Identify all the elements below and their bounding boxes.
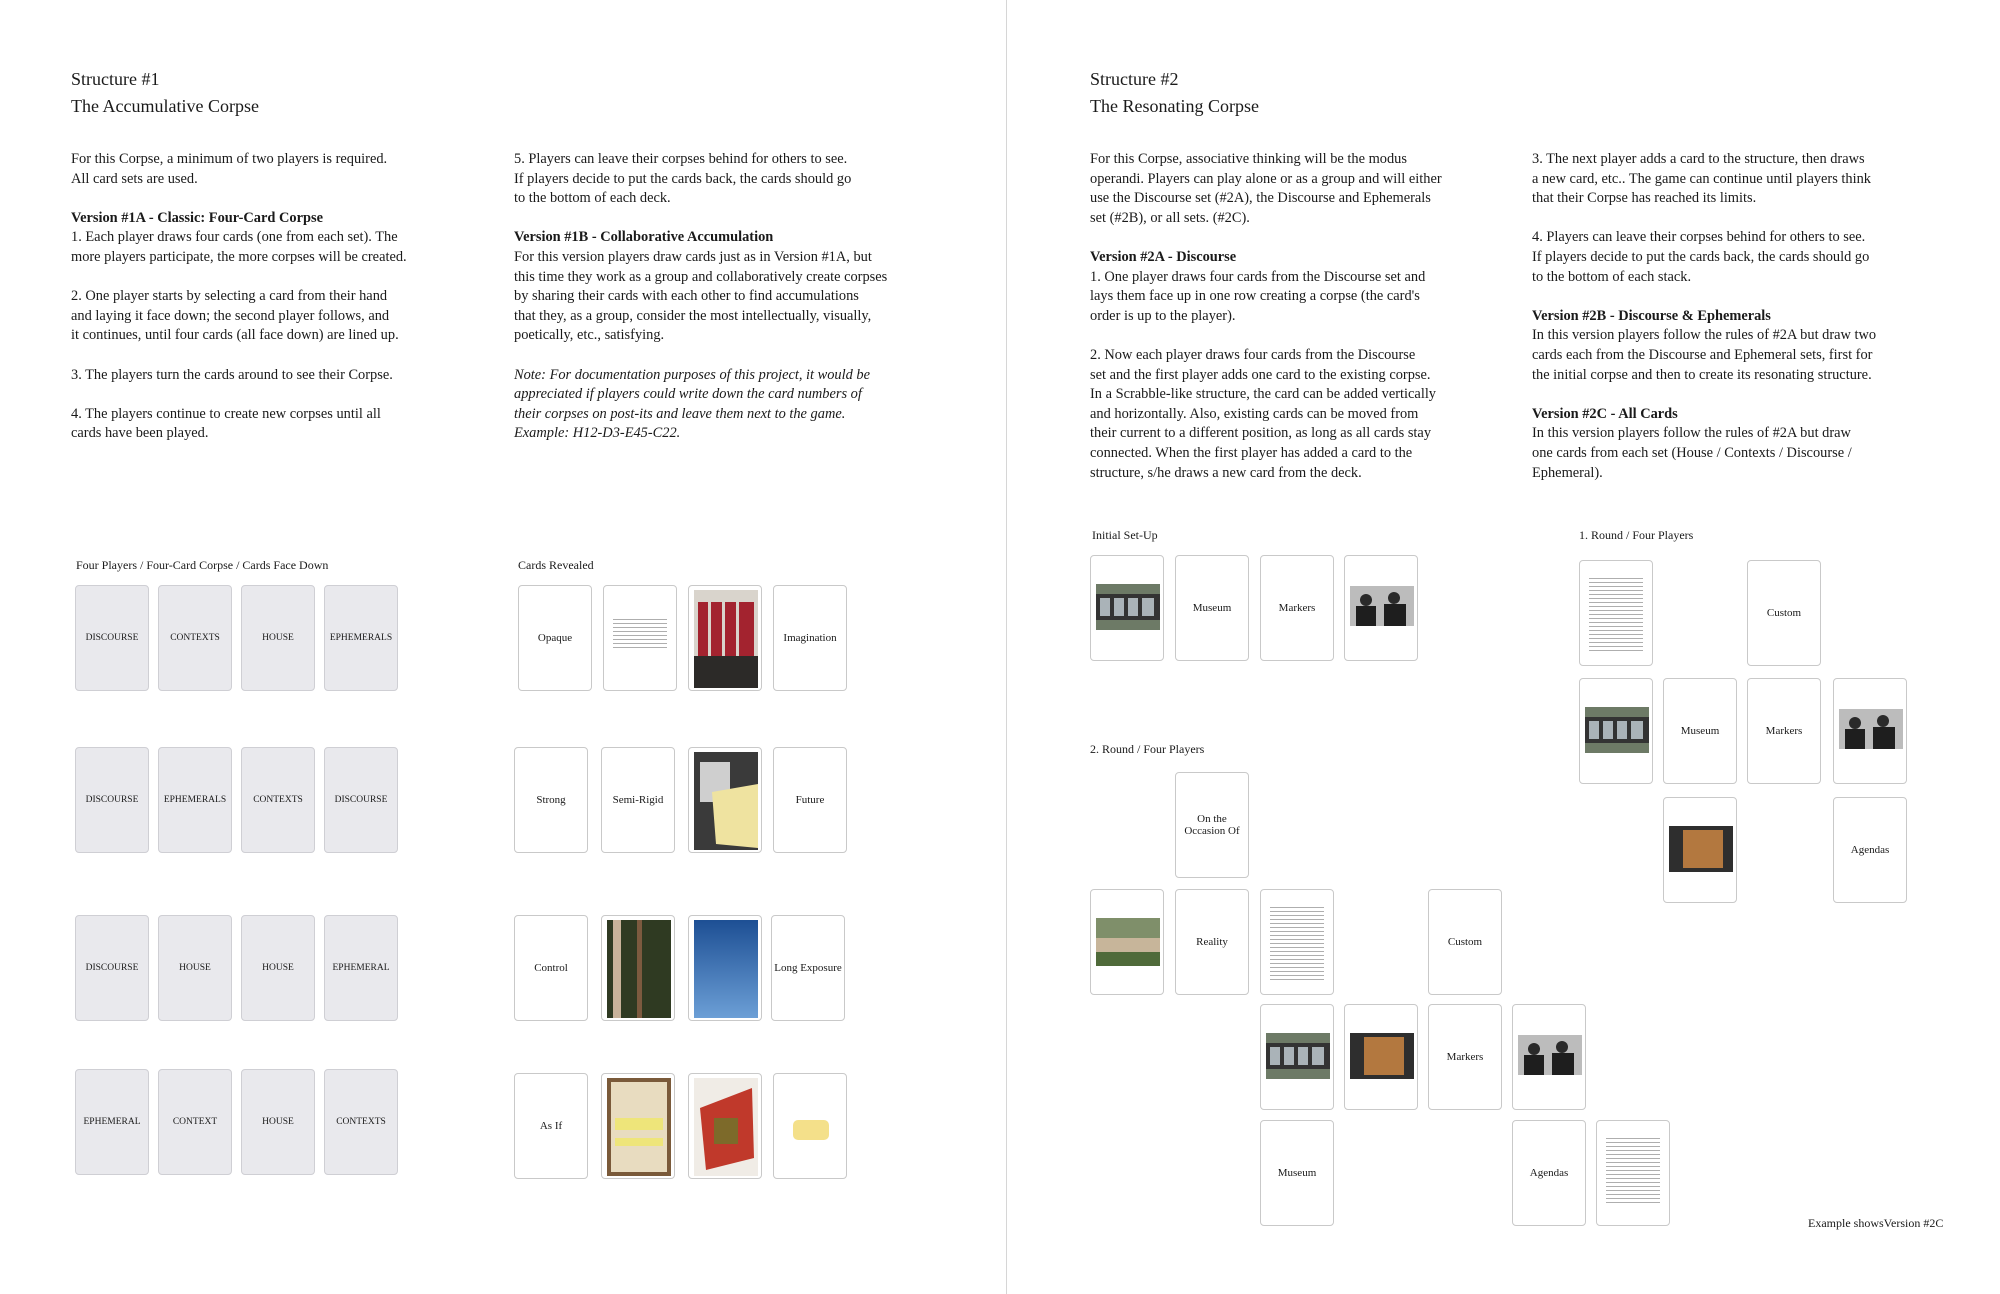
wood-wall-photo <box>1669 826 1733 872</box>
text-line: to the bottom of each stack. <box>1532 268 1692 285</box>
text-line: to the bottom of each deck. <box>514 190 671 207</box>
text-line: connected. When the first player has added a card to the <box>1090 444 1413 461</box>
structure-title: The Accumulative Corpse <box>71 96 259 116</box>
paragraph <box>1532 307 1952 385</box>
card-photo-house-exterior[interactable] <box>1090 889 1164 995</box>
face-down-card[interactable] <box>241 915 315 1021</box>
archival-photo <box>1350 586 1414 626</box>
text-line: 1. Each player draws four cards (one from each set). The <box>71 229 398 246</box>
text-line: Example: H12-D3-E45-C22. <box>514 425 681 442</box>
text-line: 3. The players turn the cards around to see their Corpse. <box>71 366 393 383</box>
card-markers[interactable] <box>1747 678 1821 784</box>
card-photo-wood-wall[interactable] <box>1344 1004 1418 1110</box>
card-museum[interactable] <box>1175 555 1249 661</box>
structure-number: Structure #2 <box>1090 69 1179 89</box>
paragraph <box>1090 248 1490 326</box>
paragraph <box>1532 150 1952 209</box>
face-down-card[interactable] <box>324 585 398 691</box>
card-photo-book[interactable] <box>688 747 762 853</box>
card-photo-red-object[interactable] <box>688 1073 762 1179</box>
card-label: Semi-Rigid <box>612 794 664 806</box>
face-down-card[interactable] <box>241 747 315 853</box>
card-label: Reality <box>1196 936 1228 948</box>
card-photo-building[interactable] <box>1090 555 1164 661</box>
card-photo-sky[interactable] <box>688 915 762 1021</box>
card-agendas[interactable] <box>1833 797 1907 903</box>
card-photo-page[interactable] <box>601 1073 675 1179</box>
card-set-label: DISCOURSE <box>85 963 139 973</box>
left-text-column-2 <box>514 150 954 464</box>
face-down-card[interactable] <box>241 585 315 691</box>
text-line: that they, as a group, consider the most intellectually, visually, <box>514 307 872 324</box>
text-line: more players participate, the more corpses will be created. <box>71 248 407 265</box>
structure-2-header <box>1090 66 1259 120</box>
card-photo-archival[interactable] <box>1512 1004 1586 1110</box>
face-down-card[interactable] <box>75 747 149 853</box>
card-set-label: CONTEXTS <box>253 795 303 805</box>
card-label: Markers <box>1278 602 1316 614</box>
text-line: If players decide to put the cards back, the cards should go <box>514 170 852 187</box>
card-label: Markers <box>1446 1051 1484 1063</box>
archival-photo <box>1518 1035 1582 1075</box>
card-set-label: DISCOURSE <box>85 633 139 643</box>
card-set-label: CONTEXTS <box>170 633 220 643</box>
card-label: Agendas <box>1529 1167 1569 1179</box>
paragraph <box>71 405 471 444</box>
text-line: In this version players follow the rules of #2A but draw two <box>1532 327 1877 344</box>
text-line: lays them face up in one row creating a corpse (the card's <box>1090 288 1420 305</box>
caption-round-2: 2. Round / Four Players <box>1090 742 1205 756</box>
text-line: poetically, etc., satisfying. <box>514 327 665 344</box>
text-line: 2. Now each player draws four cards from the Discourse <box>1090 346 1416 363</box>
text-line: 5. Players can leave their corpses behind for others to see. <box>514 151 848 167</box>
text-line: appreciated if players could write down the card numbers of <box>514 386 862 403</box>
trees-photo <box>607 920 671 1018</box>
text-line: 1. One player draws four cards from the Discourse set and <box>1090 268 1426 285</box>
right-text-column-2 <box>1532 150 1952 503</box>
text-line: cards have been played. <box>71 425 209 442</box>
card-photo-archival[interactable] <box>1344 555 1418 661</box>
text-line: set and the first player adds one card to the existing corpse. <box>1090 366 1431 383</box>
book-photo <box>694 752 758 850</box>
face-down-card[interactable] <box>75 585 149 691</box>
text-excerpt-image <box>1606 1135 1660 1203</box>
text-line: the initial corpse and then to create its resonating structure. <box>1532 366 1872 383</box>
card-text-highlighted[interactable] <box>1579 560 1653 666</box>
text-line: Ephemeral). <box>1532 464 1603 481</box>
text-line: In this version players follow the rules of #2A but draw <box>1532 425 1851 442</box>
card-text-excerpt[interactable] <box>1596 1120 1670 1226</box>
card-museum[interactable] <box>1663 678 1737 784</box>
version-heading: Version #2B - Discourse & Ephemerals <box>1532 307 1771 324</box>
card-photo-wood-wall[interactable] <box>1663 797 1737 903</box>
card-strong[interactable] <box>514 747 588 853</box>
text-line: 3. The next player adds a card to the structure, then draws <box>1532 151 1865 167</box>
paragraph <box>71 209 471 268</box>
card-semi-rigid[interactable] <box>601 747 675 853</box>
face-down-card[interactable] <box>241 1069 315 1175</box>
text-line: and horizontally. Also, existing cards can be moved from <box>1090 405 1419 422</box>
highlighted-text-image <box>1270 904 1324 980</box>
text-line: and laying it face down; the second player follows, and <box>71 307 390 324</box>
face-down-card[interactable] <box>158 747 232 853</box>
left-text-column-1 <box>71 150 471 464</box>
page-gutter <box>1006 0 1007 1294</box>
structure-1-header <box>71 66 259 120</box>
archival-photo <box>1839 709 1903 749</box>
text-line: set (#2B), or all sets. (#2C). <box>1090 209 1250 226</box>
structure-number: Structure #1 <box>71 69 160 89</box>
interior-photo <box>694 590 758 688</box>
caption-face-down: Four Players / Four-Card Corpse / Cards Face Down <box>76 558 329 572</box>
house-exterior-photo <box>1096 918 1160 966</box>
card-photo-trees[interactable] <box>601 915 675 1021</box>
text-line: use the Discourse set (#2A), the Discourse and Ephemerals <box>1090 190 1431 207</box>
face-down-card[interactable] <box>75 1069 149 1175</box>
card-label: As If <box>539 1120 563 1132</box>
paragraph <box>514 150 954 209</box>
card-label: Strong <box>536 794 566 806</box>
text-line: structure, s/he draws a new card from the deck. <box>1090 464 1362 481</box>
card-set-label: HOUSE <box>262 1117 294 1127</box>
sky-photo <box>694 920 758 1018</box>
documentation-note <box>514 366 954 444</box>
card-imagination[interactable] <box>773 585 847 691</box>
paragraph <box>1532 228 1952 287</box>
face-down-card[interactable] <box>324 747 398 853</box>
card-set-label: EPHEMERALS <box>163 795 227 805</box>
card-set-label: HOUSE <box>262 963 294 973</box>
text-line: operandi. Players can play alone or as a group and will either <box>1090 170 1442 187</box>
card-text-excerpt[interactable] <box>603 585 677 691</box>
card-set-label: DISCOURSE <box>85 795 139 805</box>
building-photo <box>1096 584 1160 630</box>
card-markers[interactable] <box>1428 1004 1502 1110</box>
text-line: In a Scrabble-like structure, the card can be added vertically <box>1090 386 1437 403</box>
card-agendas[interactable] <box>1512 1120 1586 1226</box>
wood-wall-photo <box>1350 1033 1414 1079</box>
card-set-label: HOUSE <box>179 963 211 973</box>
card-museum[interactable] <box>1260 1120 1334 1226</box>
card-custom[interactable] <box>1747 560 1821 666</box>
paragraph <box>1090 346 1490 483</box>
text-line: If players decide to put the cards back, the cards should go <box>1532 248 1870 265</box>
text-line: it continues, until four cards (all face down) are lined up. <box>71 327 399 344</box>
face-down-card[interactable] <box>75 915 149 1021</box>
text-line: For this version players draw cards just as in Version #1A, but <box>514 248 872 265</box>
card-label: Agendas <box>1850 844 1890 856</box>
card-on-the-occasion-of[interactable] <box>1175 772 1249 878</box>
text-line: order is up to the player). <box>1090 307 1236 324</box>
card-label: Opaque <box>537 632 573 644</box>
card-set-label: CONTEXT <box>172 1117 218 1127</box>
paragraph <box>514 228 954 346</box>
text-line: that their Corpse has reached its limits. <box>1532 190 1757 207</box>
card-as-if[interactable] <box>514 1073 588 1179</box>
version-heading: Version #1B - Collaborative Accumulation <box>514 229 774 246</box>
right-text-column-1 <box>1090 150 1490 503</box>
text-line: their current to a different position, as long as all cards stay <box>1090 425 1432 442</box>
card-set-label: CONTEXTS <box>336 1117 386 1127</box>
card-future[interactable] <box>773 747 847 853</box>
example-note: Example showsVersion #2C <box>1808 1216 1944 1230</box>
text-line: For this Corpse, associative thinking will be the modus <box>1090 151 1407 167</box>
text-line: a new card, etc.. The game can continue until players think <box>1532 170 1871 187</box>
card-long-exposure[interactable] <box>771 915 845 1021</box>
card-set-label: DISCOURSE <box>334 795 388 805</box>
card-markers[interactable] <box>1260 555 1334 661</box>
card-label: On the Occasion Of <box>1184 813 1240 837</box>
text-line: 4. Players can leave their corpses behind for others to see. <box>1532 229 1866 246</box>
caption-initial-setup: Initial Set-Up <box>1092 528 1158 542</box>
card-text-highlighted[interactable] <box>1260 889 1334 995</box>
paragraph <box>1532 405 1952 483</box>
card-label: Museum <box>1680 725 1720 737</box>
version-heading: Version #1A - Classic: Four-Card Corpse <box>71 209 323 226</box>
building-photo <box>1585 707 1649 753</box>
highlighted-text-image <box>1589 575 1643 651</box>
face-down-card[interactable] <box>324 915 398 1021</box>
card-label: Imagination <box>783 632 837 644</box>
card-label: Museum <box>1277 1167 1317 1179</box>
text-line: For this Corpse, a minimum of two players is required. <box>71 151 388 167</box>
card-label: Custom <box>1447 936 1483 948</box>
structure-title: The Resonating Corpse <box>1090 96 1259 116</box>
card-reality[interactable] <box>1175 889 1249 995</box>
card-label: Custom <box>1766 607 1802 619</box>
face-down-card[interactable] <box>324 1069 398 1175</box>
card-photo-archival[interactable] <box>1833 678 1907 784</box>
card-photo-interior[interactable] <box>688 585 762 691</box>
caption-revealed: Cards Revealed <box>518 558 594 572</box>
card-photo-building[interactable] <box>1579 678 1653 784</box>
text-line: by sharing their cards with each other to find accumulations <box>514 288 859 305</box>
face-down-card[interactable] <box>158 585 232 691</box>
text-line: their corpses on post-its and leave them next to the game. <box>514 405 846 422</box>
card-label: Long Exposure <box>774 962 842 974</box>
card-set-label: HOUSE <box>262 633 294 643</box>
text-line: cards each from the Discourse and Ephemeral sets, first for <box>1532 346 1873 363</box>
text-line: All card sets are used. <box>71 170 198 187</box>
card-label: Museum <box>1192 602 1232 614</box>
text-line: one cards from each set (House / Contexts / Discourse / <box>1532 444 1852 461</box>
card-opaque[interactable] <box>518 585 592 691</box>
text-excerpt-image <box>613 616 667 650</box>
caption-round-1: 1. Round / Four Players <box>1579 528 1694 542</box>
version-heading: Version #2C - All Cards <box>1532 405 1678 422</box>
building-photo <box>1266 1033 1330 1079</box>
card-label: Markers <box>1765 725 1803 737</box>
red-object-photo <box>694 1078 758 1176</box>
face-down-card[interactable] <box>158 1069 232 1175</box>
text-line: Note: For documentation purposes of this project, it would be <box>514 366 871 383</box>
card-set-label: EPHEMERALS <box>329 633 393 643</box>
card-set-label: EPHEMERAL <box>83 1117 141 1127</box>
butter-photo <box>779 1078 843 1176</box>
card-photo-building[interactable] <box>1260 1004 1334 1110</box>
card-control[interactable] <box>514 915 588 1021</box>
card-photo-butter[interactable] <box>773 1073 847 1179</box>
card-label: Future <box>795 794 825 806</box>
card-set-label: EPHEMERAL <box>332 963 390 973</box>
paragraph <box>71 366 471 386</box>
version-heading: Version #2A - Discourse <box>1090 248 1237 265</box>
text-line: 2. One player starts by selecting a card from their hand <box>71 288 388 305</box>
paragraph <box>71 287 471 346</box>
card-label: Control <box>534 962 568 974</box>
face-down-card[interactable] <box>158 915 232 1021</box>
paragraph <box>1090 150 1490 228</box>
page-photo <box>607 1078 671 1176</box>
text-line: 4. The players continue to create new corpses until all <box>71 405 381 422</box>
card-custom[interactable] <box>1428 889 1502 995</box>
paragraph <box>71 150 471 189</box>
text-line: this time they work as a group and collaboratively create corpses <box>514 268 888 285</box>
